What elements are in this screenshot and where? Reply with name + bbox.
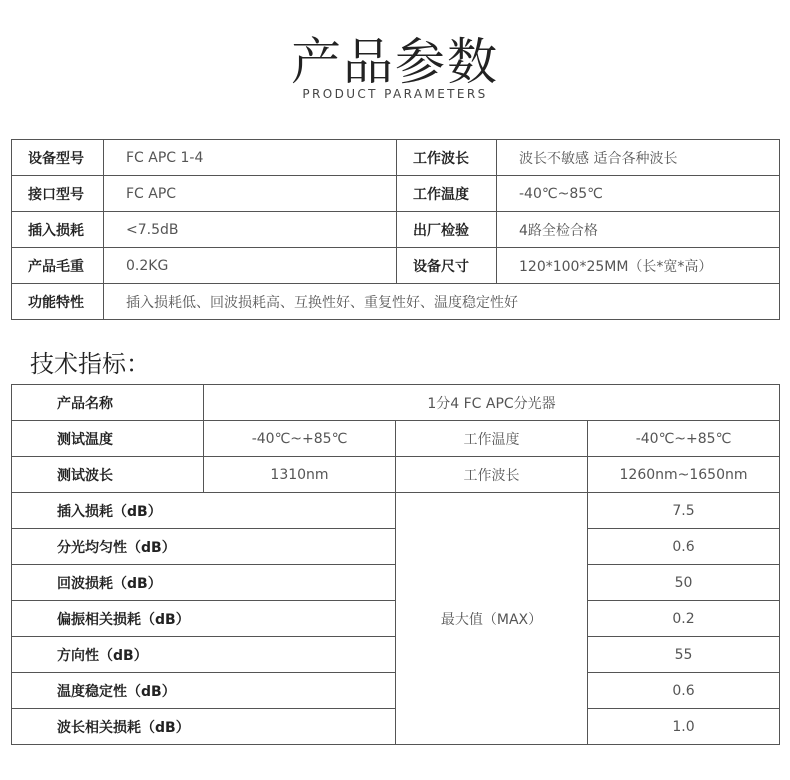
max-label: 最大值（MAX） (396, 493, 588, 745)
param-value: 0.6 (588, 529, 780, 565)
table-row (12, 284, 780, 320)
param-value: 0.6 (588, 673, 780, 709)
spec-table (11, 139, 780, 320)
spec-label: 设备尺寸 (397, 248, 497, 284)
table-row (12, 457, 780, 493)
spec-value: <7.5dB (104, 212, 397, 248)
table-row (12, 421, 780, 457)
tech-value: -40℃~+85℃ (204, 421, 396, 457)
page-title: 产品参数 (291, 33, 499, 91)
spec-value: 120*100*25MM（长*宽*高） (497, 248, 780, 284)
spec-value: 插入损耗低、回波损耗高、互换性好、重复性好、温度稳定性好 (104, 284, 780, 320)
tech-table (11, 384, 780, 745)
spec-value: FC APC (104, 176, 397, 212)
tech-label: 工作波长 (396, 457, 588, 493)
param-value: 7.5 (588, 493, 780, 529)
param-value: 1.0 (588, 709, 780, 745)
spec-label: 插入损耗 (12, 212, 104, 248)
param-label: 回波损耗（dB） (12, 565, 396, 601)
spec-label: 接口型号 (12, 176, 104, 212)
tech-label: 测试温度 (12, 421, 204, 457)
spec-value: FC APC 1-4 (104, 140, 397, 176)
param-label: 方向性（dB） (12, 637, 396, 673)
tech-label: 产品名称 (12, 385, 204, 421)
tech-label: 测试波长 (12, 457, 204, 493)
param-label: 波长相关损耗（dB） (12, 709, 396, 745)
table-row (12, 493, 780, 529)
section-title: 技术指标： (30, 350, 150, 378)
spec-value: -40℃~85℃ (497, 176, 780, 212)
param-value: 0.2 (588, 601, 780, 637)
param-label: 偏振相关损耗（dB） (12, 601, 396, 637)
param-label: 插入损耗（dB） (12, 493, 396, 529)
param-value: 50 (588, 565, 780, 601)
table-row (12, 248, 780, 284)
spec-label: 功能特性 (12, 284, 104, 320)
table-row (12, 176, 780, 212)
spec-label: 工作温度 (397, 176, 497, 212)
table-row (12, 140, 780, 176)
param-value: 55 (588, 637, 780, 673)
tech-label: 工作温度 (396, 421, 588, 457)
spec-label: 出厂检验 (397, 212, 497, 248)
spec-value: 0.2KG (104, 248, 397, 284)
page-subtitle: PRODUCT PARAMETERS (302, 87, 488, 101)
table-row (12, 385, 780, 421)
tech-value: 1分4 FC APC分光器 (204, 385, 780, 421)
param-label: 分光均匀性（dB） (12, 529, 396, 565)
spec-value: 波长不敏感 适合各种波长 (497, 140, 780, 176)
table-row (12, 212, 780, 248)
param-label: 温度稳定性（dB） (12, 673, 396, 709)
spec-label: 工作波长 (397, 140, 497, 176)
spec-value: 4路全检合格 (497, 212, 780, 248)
tech-value: 1310nm (204, 457, 396, 493)
spec-label: 设备型号 (12, 140, 104, 176)
tech-value: -40℃~+85℃ (588, 421, 780, 457)
tech-value: 1260nm~1650nm (588, 457, 780, 493)
spec-label: 产品毛重 (12, 248, 104, 284)
